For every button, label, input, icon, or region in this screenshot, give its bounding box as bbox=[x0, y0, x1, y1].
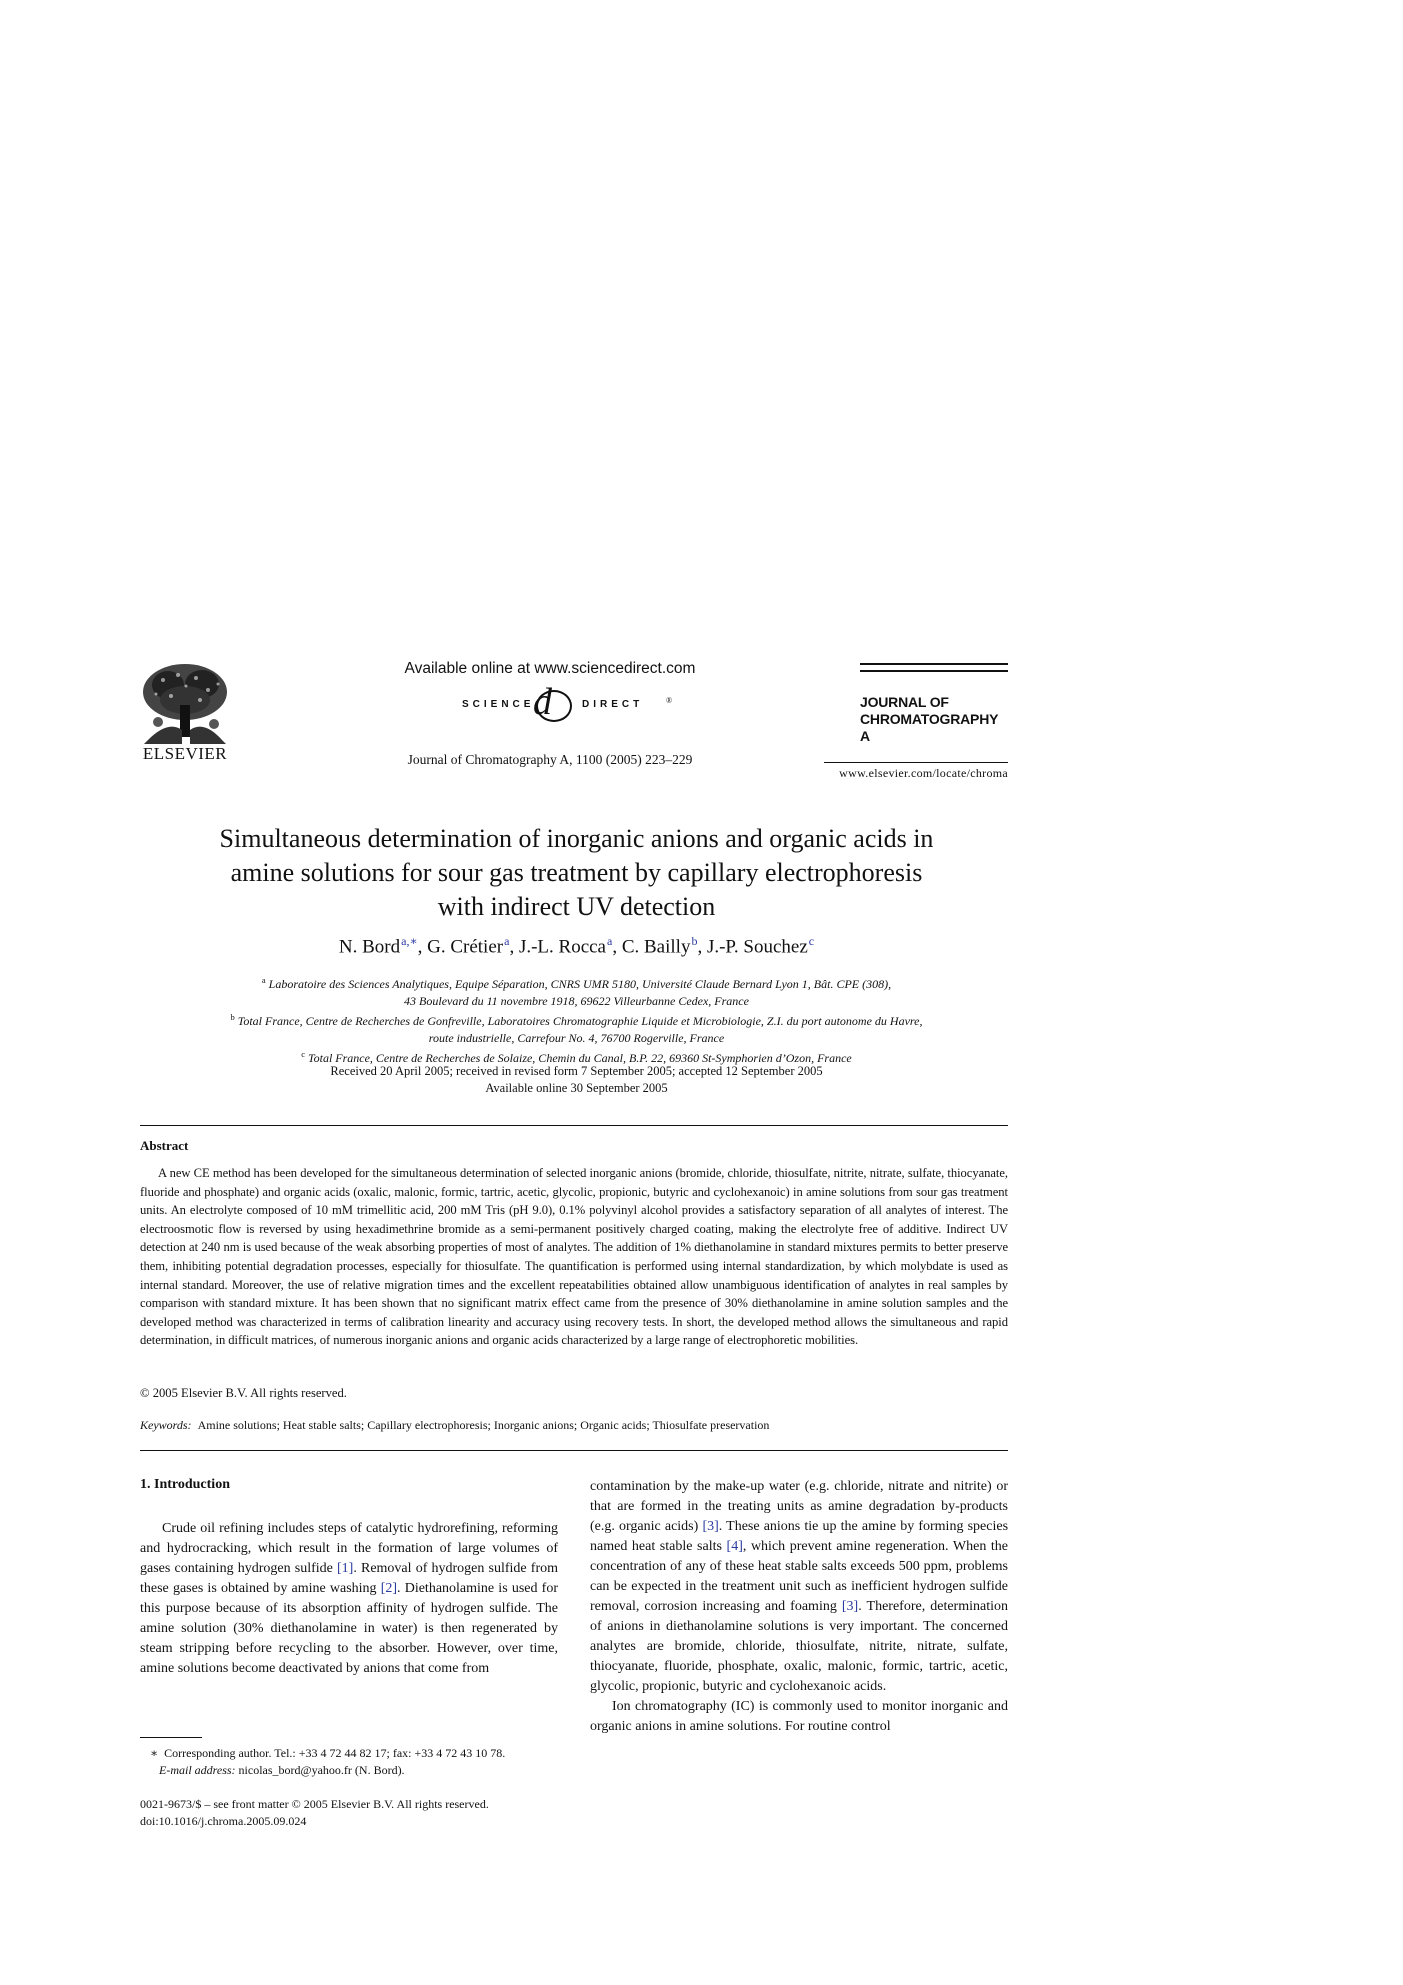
abstract-rule-top bbox=[140, 1125, 1008, 1126]
affil-mark: a bbox=[261, 975, 266, 985]
keywords-list: Amine solutions; Heat stable salts; Capillary electrophoresis; Inorganic anions; Organic acids; Thiosulfate preservation bbox=[197, 1418, 770, 1432]
dates-received: Received 20 April 2005; received in revised form 7 September 2005; accepted 12 September 2005 bbox=[330, 1064, 823, 1078]
body-column-left bbox=[140, 1519, 558, 1679]
keywords-label: Keywords: bbox=[140, 1418, 192, 1432]
journal-url[interactable]: www.elsevier.com/locate/chroma bbox=[839, 766, 1008, 780]
elsevier-tree-icon bbox=[138, 660, 232, 746]
available-online[interactable]: Available online at www.sciencedirect.com bbox=[404, 660, 696, 677]
affiliation-a-cont: 43 Boulevard du 11 novembre 1918, 69622 Villeurbanne Cedex, France bbox=[404, 993, 749, 1008]
footnote-rule bbox=[140, 1737, 202, 1738]
dates-online: Available online 30 September 2005 bbox=[485, 1080, 668, 1095]
footnote-mark: ∗ bbox=[150, 1746, 159, 1760]
author-name: N. Bord bbox=[338, 936, 401, 958]
affiliation-b bbox=[150, 1009, 1003, 1030]
section-heading: 1. Introduction bbox=[140, 1477, 230, 1492]
author-name: G. Crétier bbox=[427, 936, 504, 958]
citation-link[interactable]: [2] bbox=[380, 1581, 398, 1596]
text: . These anions tie up the amine by forming species named heat stable salts bbox=[590, 1519, 1009, 1554]
email-link[interactable]: nicolas_bord@yahoo.fr (N. Bord). bbox=[238, 1763, 405, 1777]
author-list bbox=[150, 934, 1003, 958]
bottom-info bbox=[140, 1796, 489, 1830]
author-affil-link[interactable]: a bbox=[607, 934, 613, 948]
sciencedirect-left: SCIENCE bbox=[462, 699, 535, 710]
citation-link[interactable]: [4] bbox=[726, 1539, 743, 1554]
publisher-name: ELSEVIER bbox=[142, 744, 228, 763]
elsevier-logo bbox=[138, 660, 232, 766]
author-affil-link[interactable]: a bbox=[504, 934, 510, 948]
author-name: J.-L. Rocca bbox=[518, 936, 606, 958]
affiliation-b-cont: route industrielle, Carrefour No. 4, 76700 Rogerville, France bbox=[428, 1030, 725, 1045]
author-sep: , bbox=[612, 936, 622, 958]
sciencedirect-tm: ® bbox=[666, 696, 673, 705]
title-line2: amine solutions for sour gas treatment by capillary electrophoresis bbox=[230, 858, 923, 887]
text: , which prevent amine regeneration. When the concentration of any of these heat stable salts exceeds 500 ppm, problems can be expected in the treatment unit such as inefficient hydrogen sulfide removal, corrosion increasing and foaming bbox=[590, 1539, 1009, 1614]
abstract-rule-bottom bbox=[140, 1450, 1008, 1451]
paragraph bbox=[590, 1477, 1008, 1697]
abstract-text: A new CE method has been developed for the simultaneous determination of selected inorganic anions (bromide, chloride, thiosulfate, nitrite, nitrate, sulfate, thiocyanate, fluoride and phosphate) and organic acids (oxalic, malonic, formic, tartric, acetic, glycolic, propionic, butyric and cyclohexanoic) in amine solutions from sour gas treatment units. An electrolyte composed of 10 mM trimellitic acid, 200 mM Tris (pH 9.0), 0.1% polyvinyl alcohol provides a satisfactory separation of all analytes of interest. The electroosmotic flow is reversed by using hexadimethrine bromide as a semi-permanent positively charged coating, making the electrolyte free of additive. Indirect UV detection at 240 nm is used because of the weak absorbing properties of most of analytes. The addition of 1% diethanolamine in standard mixtures permits to better preserve them, inhibiting potential degradation processes, especially for thiosulfate. The quantification is performed using internal standardization, by which molybdate is used as internal standard. Moreover, the use of relative migration times and the excellent repeatabilities obtained allow unambiguous identification of analytes in real samples by comparison with standard mixture. It has been shown that no significant matrix effect came from the presence of 30% diethanolamine in amine solution samples and the developed method was characterized in terms of calibration linearity and accuracy using recovery tests. In short, the developed method allows the simultaneous and rapid determination, in difficult matrices, of numerous inorganic anions and organic acids characterized by a large range of electrophoretic mobilities. bbox=[140, 1166, 1008, 1348]
article-title bbox=[150, 822, 1003, 924]
author-affil-link[interactable]: a,∗ bbox=[401, 934, 418, 948]
keywords bbox=[140, 1418, 1008, 1433]
body-column-right bbox=[590, 1477, 1008, 1737]
abstract-heading: Abstract bbox=[140, 1138, 189, 1153]
abstract-copyright: © 2005 Elsevier B.V. All rights reserved. bbox=[140, 1386, 347, 1400]
journal-reference: Journal of Chromatography A, 1100 (2005) 223–229 bbox=[407, 752, 693, 767]
doi-link[interactable]: doi:10.1016/j.chroma.2005.09.024 bbox=[140, 1814, 307, 1828]
affil-text: Total France, Centre de Recherches de Gonfreville, Laboratoires Chromatographie Liquide et Microbiologie, Z.I. du port autonome du Havre, bbox=[237, 1014, 923, 1028]
affil-text: Laboratoire des Sciences Analytiques, Equipe Séparation, CNRS UMR 5180, Université Claude Bernard Lyon 1, Bât. CPE (308), bbox=[268, 977, 892, 991]
text: Crude oil refining includes steps of catalytic hydrorefining, reforming and hydrocracking, which result in the formation of large volumes of gases containing hydrogen sulfide bbox=[140, 1521, 558, 1576]
affiliation-a bbox=[150, 972, 1003, 993]
author-sep: , bbox=[417, 936, 428, 958]
journal-rules bbox=[860, 663, 1008, 677]
author-name: C. Bailly bbox=[621, 936, 691, 958]
author-affil-link[interactable]: b bbox=[691, 934, 698, 948]
text: . Therefore, determination of anions in diethanolamine solutions is very important. The concerned analytes are bromide, chloride, thiosulfate, nitrite, nitrate, sulfate, thiocyanate, fluoride, phosphate, oxalic, malonic, formic, tartric, acetic, glycolic, propionic, butyric and cyclohexanoic acids. bbox=[590, 1599, 1008, 1694]
text: contamination by the make-up water (e.g. chloride, nitrate and nitrite) or that are formed in the treating units as amine degradation by-products (e.g. organic acids) bbox=[590, 1479, 1008, 1534]
affil-mark: c bbox=[301, 1049, 306, 1059]
author-name: J.-P. Souchez bbox=[706, 936, 808, 958]
footnote-text: Corresponding author. Tel.: +33 4 72 44 82 17; fax: +33 4 72 43 10 78. bbox=[164, 1746, 506, 1760]
footnotes bbox=[140, 1745, 560, 1779]
issn-line: 0021-9673/$ – see front matter © 2005 Elsevier B.V. All rights reserved. bbox=[140, 1797, 489, 1811]
citation-link[interactable]: [3] bbox=[702, 1519, 719, 1534]
email-label: E-mail address: bbox=[159, 1763, 236, 1777]
affil-text: Total France, Centre de Recherches de Solaize, Chemin du Canal, B.P. 22, 69360 St-Symphorien d’Ozon, France bbox=[308, 1051, 852, 1065]
paragraph bbox=[140, 1519, 558, 1679]
footnote-corresponding bbox=[140, 1745, 560, 1762]
affiliations bbox=[150, 972, 1003, 1067]
footnote-email bbox=[140, 1762, 560, 1779]
title-line1: Simultaneous determination of inorganic anions and organic acids in bbox=[219, 824, 934, 853]
title-line3: with indirect UV detection bbox=[437, 892, 716, 921]
author-sep: , bbox=[697, 936, 707, 958]
text: . Removal of hydrogen sulfide from these gases is obtained by amine washing bbox=[140, 1561, 558, 1596]
sciencedirect-mark-icon: d bbox=[533, 681, 552, 723]
text: . Diethanolamine is used for this purpose because of its absorption affinity of hydrogen sulfide. The amine solution (30% diethanolamine in water) is then regenerated by steam stripping before recycling to the absorber. However, over time, amine solutions become deactivated by anions that come from bbox=[140, 1581, 558, 1676]
journal-url-rule bbox=[824, 762, 1008, 763]
journal-title-line1: JOURNAL OF bbox=[860, 694, 949, 710]
author-affil-link[interactable]: c bbox=[808, 934, 815, 948]
paragraph: Ion chromatography (IC) is commonly used to monitor inorganic and organic anions in amine solutions. For routine control bbox=[590, 1699, 1008, 1734]
citation-link[interactable]: [3] bbox=[841, 1599, 859, 1614]
article-dates bbox=[150, 1063, 1003, 1096]
citation-link[interactable]: [1] bbox=[337, 1561, 354, 1576]
journal-title bbox=[860, 694, 1010, 745]
sciencedirect-logo[interactable] bbox=[430, 682, 676, 722]
affil-mark: b bbox=[230, 1012, 235, 1022]
sciencedirect-right: DIRECT bbox=[582, 699, 644, 710]
journal-title-line2: CHROMATOGRAPHY A bbox=[860, 711, 998, 744]
author-sep: , bbox=[509, 936, 519, 958]
